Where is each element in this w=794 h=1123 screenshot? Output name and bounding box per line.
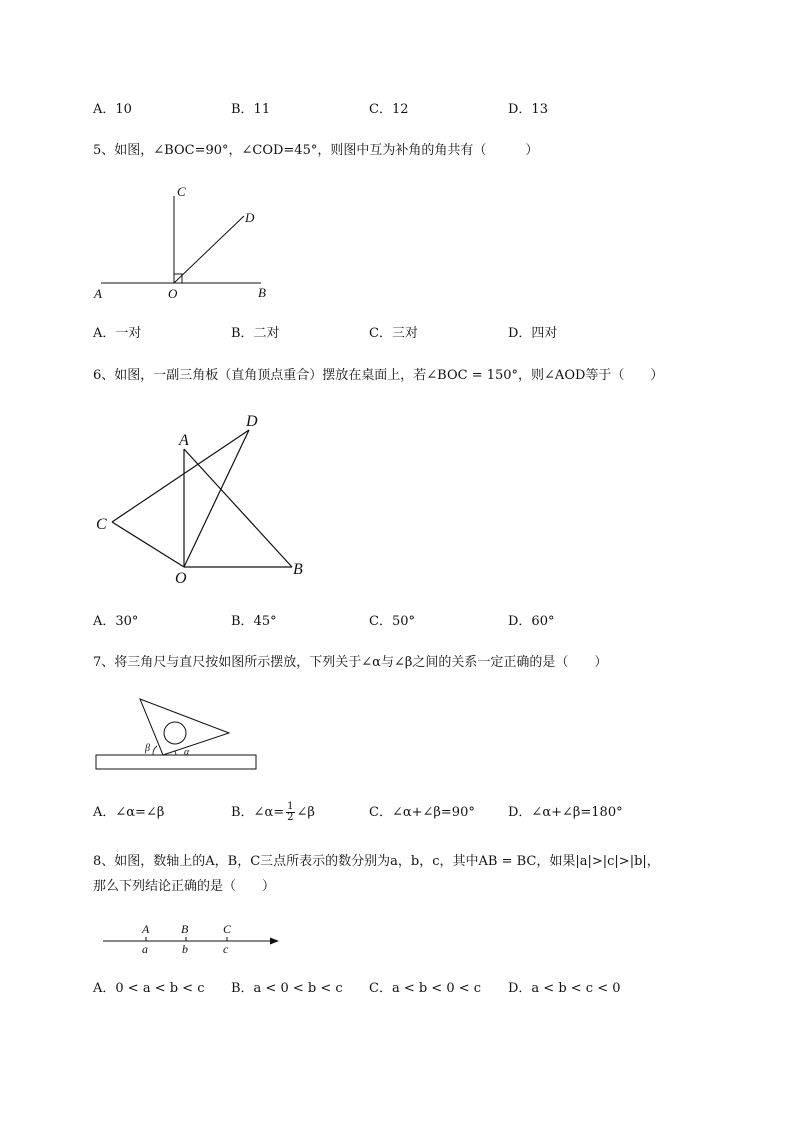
q6-stem: 6、如图，一副三角板（直角顶点重合）摆放在桌面上，若∠BOC = 150°，则∠AOD等于（ ）	[93, 368, 664, 383]
q6-label-a: A	[179, 432, 189, 449]
q8-label-a-upper: A	[142, 922, 150, 936]
q5-option-a: A．一对	[93, 326, 142, 341]
q8-option-a: A．0 < a < b < c	[93, 981, 205, 996]
q7-fraction-numerator: 1	[287, 801, 294, 812]
q8-option-b: B．a < 0 < b < c	[231, 981, 343, 996]
q4-option-c: C．12	[369, 102, 409, 117]
q6-option-c: C．50°	[369, 614, 415, 629]
q5-label-d: D	[245, 210, 255, 225]
q7-option-d: D．∠α+∠β=180°	[508, 805, 623, 820]
q6-label-c: C	[96, 516, 107, 533]
q7-fraction-denominator: 2	[287, 812, 294, 823]
q5-label-o: O	[168, 286, 178, 301]
q7-label-alpha: α	[184, 747, 190, 758]
q8-label-a-lower: a	[142, 942, 148, 956]
q7-option-b-suffix: ∠β	[296, 805, 315, 820]
q5-stem: 5、如图，∠BOC=90°，∠COD=45°，则图中互为补角的角共有（ ）	[93, 143, 539, 158]
q7-option-b-prefix: B．∠α=	[231, 805, 285, 820]
q5-label-b: B	[258, 285, 266, 300]
q8-label-c-upper: C	[223, 922, 232, 936]
q6-option-b: B．45°	[231, 614, 277, 629]
q4-option-d: D．13	[508, 102, 548, 117]
q8-label-b-lower: b	[182, 942, 188, 956]
q6-label-b: B	[293, 561, 303, 578]
q4-option-b: B．11	[231, 102, 271, 117]
q6-option-d: D．60°	[508, 614, 555, 629]
q5-label-c: C	[177, 184, 186, 199]
q4-option-a: A．10	[93, 102, 132, 117]
q5-label-a: A	[94, 286, 102, 301]
q8-stem-line2: 那么下列结论正确的是（ ）	[93, 879, 276, 894]
q7-label-beta: β	[145, 743, 150, 754]
q8-option-c: C．a < b < 0 < c	[369, 981, 482, 996]
q8-label-c-lower: c	[223, 942, 229, 956]
q6-label-o: O	[175, 570, 187, 587]
q8-stem-line1: 8、如图，数轴上的A，B，C三点所表示的数分别为a，b，c，其中AB = BC，如果|a|>|c|>|b|，	[93, 854, 660, 869]
q6-label-d: D	[246, 413, 258, 430]
q5-option-d: D．四对	[508, 326, 558, 341]
q6-option-a: A．30°	[93, 614, 139, 629]
q5-option-b: B．二对	[231, 326, 280, 341]
q8-option-d: D．a < b < c < 0	[508, 981, 621, 996]
q7-stem: 7、将三角尺与直尺按如图所示摆放，下列关于∠α与∠β之间的关系一定正确的是（ ）	[93, 655, 608, 670]
q8-label-b-upper: B	[181, 922, 189, 936]
q7-option-a: A．∠α=∠β	[93, 805, 165, 820]
q5-option-c: C．三对	[369, 326, 418, 341]
q7-option-c: C．∠α+∠β=90°	[369, 805, 475, 820]
